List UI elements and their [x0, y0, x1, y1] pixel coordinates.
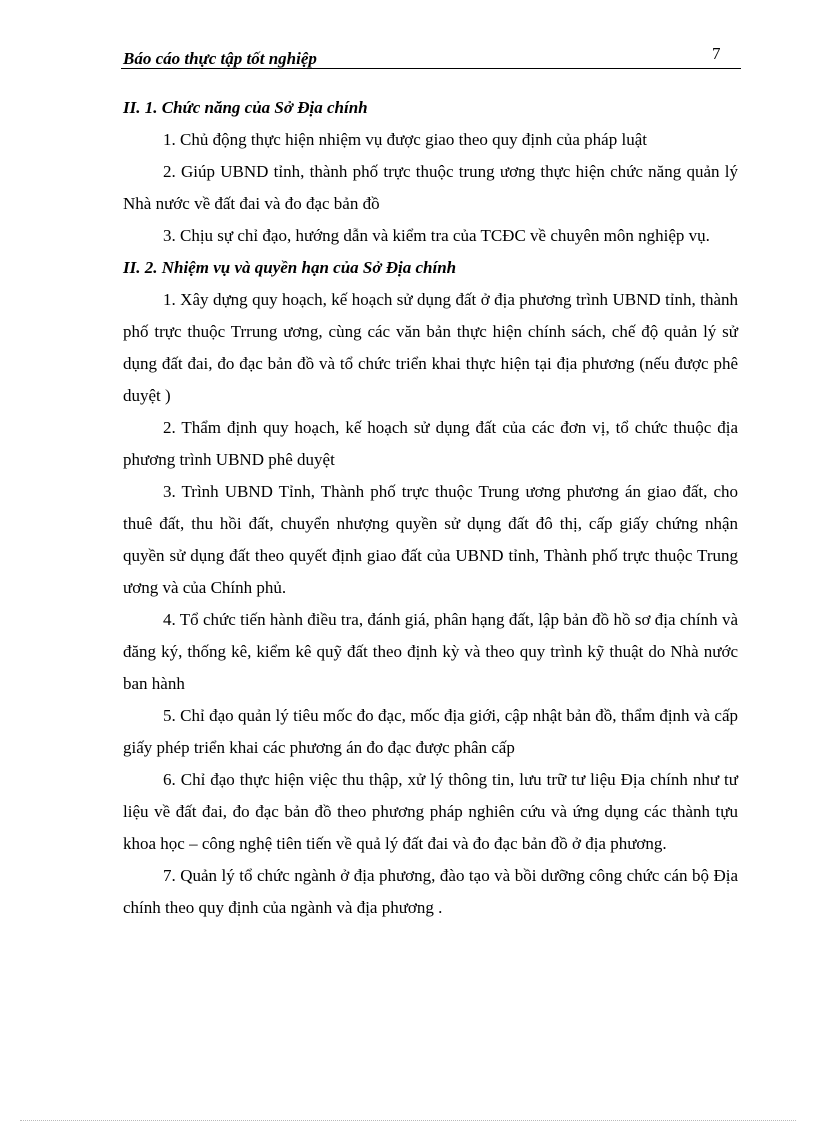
paragraph: 1. Chủ động thực hiện nhiệm vụ được giao theo quy định của pháp luật	[163, 130, 647, 149]
section-heading: II. 1. Chức năng của Sở Địa chính	[123, 98, 368, 117]
paragraph: 5. Chỉ đạo quản lý tiêu mốc đo đạc, mốc địa giới, cập nhật bản đồ, thẩm định và cấp giấy phép triển khai các phương án đo đạc được phân cấp	[123, 706, 738, 757]
header-title: Báo cáo thực tập tốt nghiệp	[123, 49, 317, 68]
section-duties	[123, 252, 738, 924]
paragraph: 2. Giúp UBND tỉnh, thành phố trực thuộc trung ương thực hiện chức năng quản lý Nhà nước về đất đai và đo đạc bản đồ	[123, 162, 738, 213]
page-number: 7	[712, 44, 721, 63]
section-heading: II. 2. Nhiệm vụ và quyền hạn của Sở Địa chính	[123, 258, 457, 277]
paragraph: 7. Quản lý tổ chức ngành ở địa phương, đào tạo và bồi dưỡng công chức cán bộ Địa chính theo quy định của ngành và địa phương .	[123, 866, 738, 917]
paragraph: 6. Chỉ đạo thực hiện việc thu thập, xử lý thông tin, lưu trữ tư liệu Địa chính như tư liệu về đất đai, đo đạc bản đồ theo phương pháp nghiên cứu và ứng dụng các thành tựu khoa học – công nghệ tiên tiến về quả lý đất đai và đo đạc bản đồ ở địa phương.	[123, 770, 738, 853]
paragraph: 4. Tổ chức tiến hành điều tra, đánh giá, phân hạng đất, lập bản đồ hồ sơ địa chính và đăng ký, thống kê, kiểm kê quỹ đất theo định kỳ và theo quy trình kỹ thuật do Nhà nước ban hành	[123, 610, 738, 693]
paragraph: 3. Chịu sự chỉ đạo, hướng dẫn và kiểm tra của TCĐC về chuyên môn nghiệp vụ.	[163, 226, 710, 245]
paragraph: 1. Xây dựng quy hoạch, kế hoạch sử dụng đất ở địa phương trình UBND tỉnh, thành phố trực thuộc Trrung ương, cùng các văn bản thực hiện chính sách, chế độ quản lý sử dụng đất đai, đo đạc bản đồ và tổ chức triển khai thực hiện tại địa phương (nếu được phê duyệt )	[123, 290, 738, 405]
bottom-divider	[20, 1120, 796, 1121]
paragraph: 3. Trình UBND Tỉnh, Thành phố trực thuộc Trung ương phương án giao đất, cho thuê đất, thu hồi đất, chuyển nhượng quyền sử dụng đất đô thị, cấp giấy chứng nhận quyền sử dụng đất theo quyết định giao đất của UBND tỉnh, Thành phố trực thuộc Trung ương và của Chính phủ.	[123, 482, 738, 597]
document-body	[123, 92, 738, 924]
section-functions	[123, 92, 738, 252]
paragraph: 2. Thẩm định quy hoạch, kế hoạch sử dụng đất của các đơn vị, tổ chức thuộc địa phương trình UBND phê duyệt	[123, 418, 738, 469]
header-divider	[121, 68, 741, 69]
